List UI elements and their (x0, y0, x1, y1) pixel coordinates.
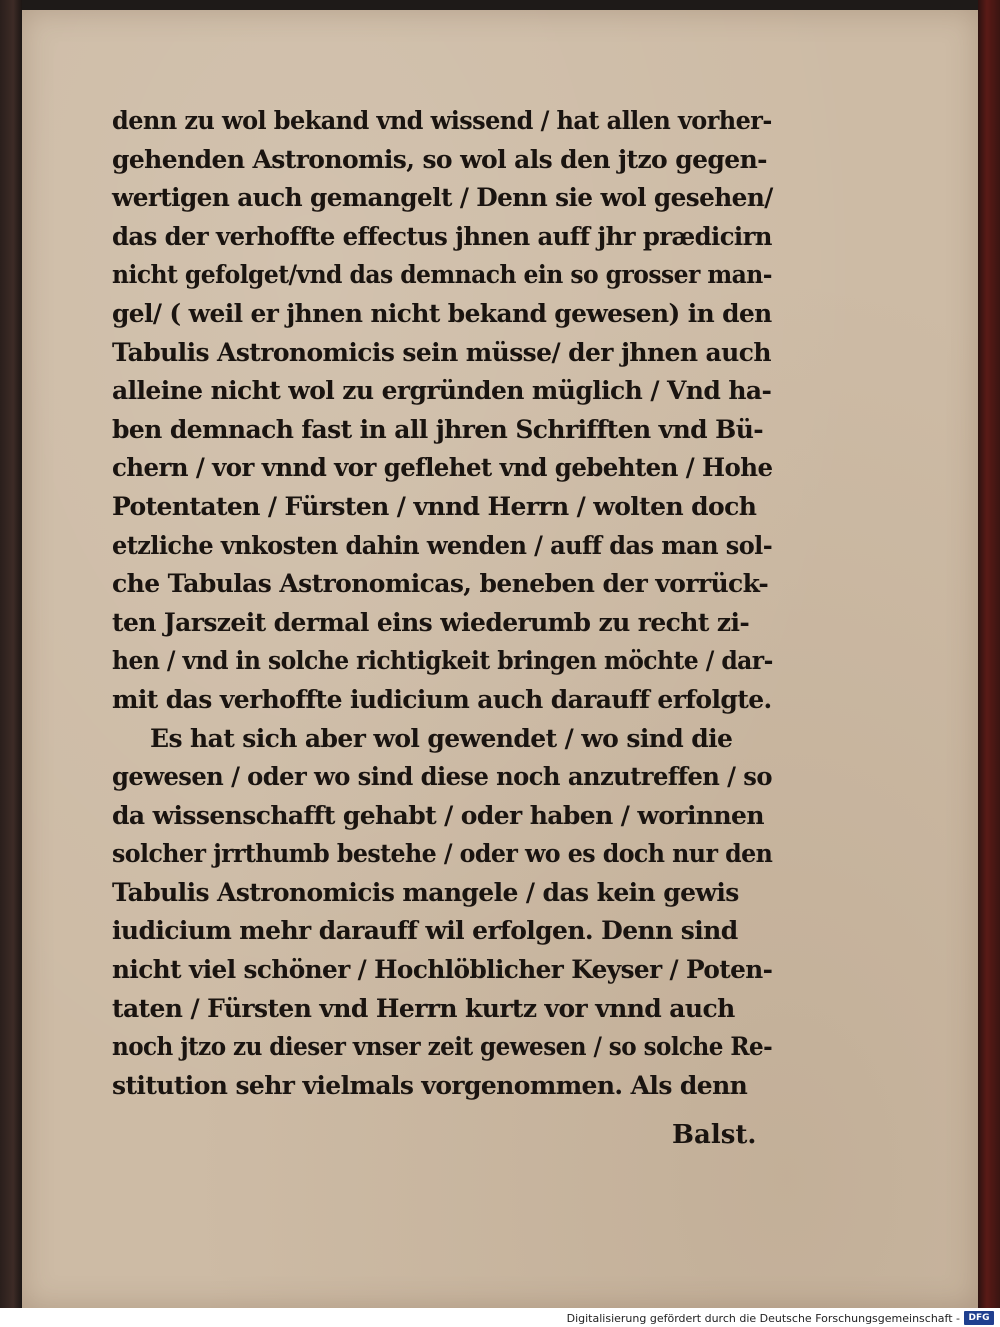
text-line: gewesen / oder wo sind diese noch anzutreffen / so (112, 762, 772, 792)
text-line: che Tabulas Astronomicas, beneben der vorrück- (112, 569, 769, 599)
text-line: taten / Fürsten vnd Herrn kurtz vor vnnd auch (112, 993, 735, 1023)
text-line: gel/ ( weil er jhnen nicht bekand gewesen) in den (112, 298, 772, 328)
text-line: hen / vnd in solche richtigkeit bringen möchte / dar- (112, 646, 773, 676)
text-block (112, 102, 772, 1105)
text-line: etzliche vnkosten dahin wenden / auff das man sol- (112, 530, 773, 560)
catchword: Balst. (672, 1120, 757, 1150)
book-binding-right (978, 0, 1000, 1310)
text-line: wertigen auch gemangelt / Denn sie wol gesehen/ (112, 183, 773, 213)
text-line: mit das verhoffte iudicium auch darauff erfolgte. (112, 684, 772, 714)
text-line: iudicium mehr darauff wil erfolgen. Denn sind (112, 916, 738, 946)
text-line: alleine nicht wol zu ergründen müglich / Vnd ha- (112, 376, 772, 406)
text-line: Es hat sich aber wol gewendet / wo sind die (150, 723, 733, 753)
text-line: denn zu wol bekand vnd wissend / hat allen vorher- (112, 106, 772, 135)
text-line: das der verhoffte effectus jhnen auff jhr prædicirn (112, 221, 772, 251)
book-binding-left (0, 0, 22, 1310)
text-line: ten Jarszeit dermal eins wiederumb zu recht zi- (112, 607, 750, 637)
text-line: stitution sehr vielmals vorgenommen. Als denn (112, 1070, 748, 1100)
text-line: noch jtzo zu dieser vnser zeit gewesen / so solche Re- (112, 1032, 773, 1062)
text-line: da wissenschafft gehabt / oder haben / worinnen (112, 800, 764, 830)
text-line: nicht viel schöner / Hochlöblicher Keyser / Poten- (112, 955, 773, 985)
text-line: solcher jrrthumb bestehe / oder wo es doch nur den (112, 839, 773, 869)
text-line: chern / vor vnnd vor geflehet vnd gebehten / Hohe (112, 453, 773, 483)
text-line: Tabulis Astronomicis mangele / das kein gewis (112, 877, 739, 907)
text-line: nicht gefolget/vnd das demnach ein so grosser man- (112, 260, 772, 290)
book-page (22, 10, 978, 1308)
text-line: Potentaten / Fürsten / vnnd Herrn / wolten doch (112, 491, 757, 521)
digitization-footer (0, 1308, 1000, 1327)
text-line: ben demnach fast in all jhren Schrifften vnd Bü- (112, 414, 764, 444)
text-line: Tabulis Astronomicis sein müsse/ der jhnen auch (112, 337, 771, 367)
dfg-logo-icon: DFG (964, 1311, 994, 1325)
text-line: gehenden Astronomis, so wol als den jtzo gegen- (112, 144, 767, 174)
footer-credit: Digitalisierung gefördert durch die Deutsche Forschungsgemeinschaft - (566, 1312, 960, 1325)
